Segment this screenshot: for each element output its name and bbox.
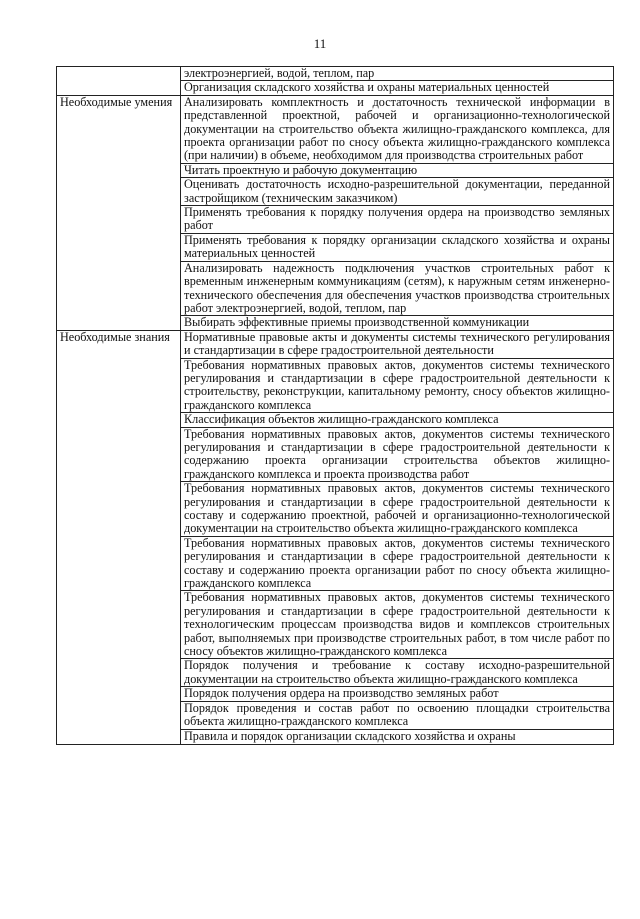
table-cell: Оценивать достаточность исходно-разрешительной документации, переданной застройщиком (техническим заказчиком) — [181, 178, 614, 206]
table-cell: Требования нормативных правовых актов, документов системы технического регулирования и стандартизации в сфере градостроительной деятельности к составу и содержанию проекта организации работ по сносу объекта жилищно-гражданского комплекса — [181, 536, 614, 591]
table-row — [57, 67, 614, 81]
table-cell: Организация складского хозяйства и охраны материальных ценностей — [181, 81, 614, 95]
table-cell — [181, 729, 614, 744]
table-cell: Требования нормативных правовых актов, документов системы технического регулирования и стандартизации в сфере градостроительной деятельности к строительству, реконструкции, капитальному ремонту, сносу объектов жилищно-гражданского комплекса — [181, 358, 614, 413]
table-cell: Выбирать эффективные приемы производственной коммуникации — [181, 316, 614, 330]
table-cell: Порядок проведения и состав работ по освоению площадки строительства объекта жилищно-гражданского комплекса — [181, 701, 614, 729]
table-row — [57, 95, 614, 163]
section-label — [57, 67, 181, 96]
section-label: Необходимые знания — [57, 330, 181, 744]
table-cell: электроэнергией, водой, теплом, пар — [181, 67, 614, 81]
truncated-cell-text: Правила и порядок организации складского хозяйства и охраны — [184, 729, 516, 743]
table-cell: Применять требования к порядку получения ордера на производство земляных работ — [181, 206, 614, 234]
table-cell: Применять требования к порядку организации складского хозяйства и охраны материальных ценностей — [181, 233, 614, 261]
page-number: 11 — [313, 36, 327, 51]
table-cell: Классификация объектов жилищно-гражданского комплекса — [181, 413, 614, 427]
section-label: Необходимые умения — [57, 95, 181, 330]
table-cell: Порядок получения ордера на производство земляных работ — [181, 687, 614, 701]
table-cell: Нормативные правовые акты и документы системы технического регулирования и стандартизации в сфере градостроительной деятельности — [181, 330, 614, 358]
table-cell: Требования нормативных правовых актов, документов системы технического регулирования и стандартизации в сфере градостроительной деятельности к содержанию проекта организации строительства объектов жилищно-гражданского комплекса и проекта производства работ — [181, 427, 614, 482]
table-cell: Требования нормативных правовых актов, документов системы технического регулирования и стандартизации в сфере градостроительной деятельности к технологическим процессам производства видов и комплексов строительных работ, выполняемых при производстве строительных работ, в том числе работ по сносу объектов жилищно-гражданского комплекса — [181, 591, 614, 659]
table-cell: Читать проектную и рабочую документацию — [181, 163, 614, 177]
table-row — [57, 330, 614, 358]
table-cell: Анализировать комплектность и достаточность технической информации в представленной проектной, рабочей и организационно-технологической документации на строительство объекта жилищно-гражданского комплекса, для проекта организации работ по сносу объекта жилищно-гражданского комплекса (при наличии) в объеме, необходимом для производства строительных работ — [181, 95, 614, 163]
requirements-table — [56, 66, 614, 745]
table-cell: Анализировать надежность подключения участков строительных работ к временным инженерным коммуникациям (сетям), к наружным сетям инженерно-технического обеспечения для обеспечения участков производства строительных работ электроэнергией, водой, теплом, пар — [181, 261, 614, 316]
table-cell: Требования нормативных правовых актов, документов системы технического регулирования и стандартизации в сфере градостроительной деятельности к составу и содержанию проектной, рабочей и организационно-технологической документации на строительство объекта жилищно-гражданского комплекса — [181, 482, 614, 537]
table-cell: Порядок получения и требование к составу исходно-разрешительной документации на строительство объекта жилищно-гражданского комплекса — [181, 659, 614, 687]
